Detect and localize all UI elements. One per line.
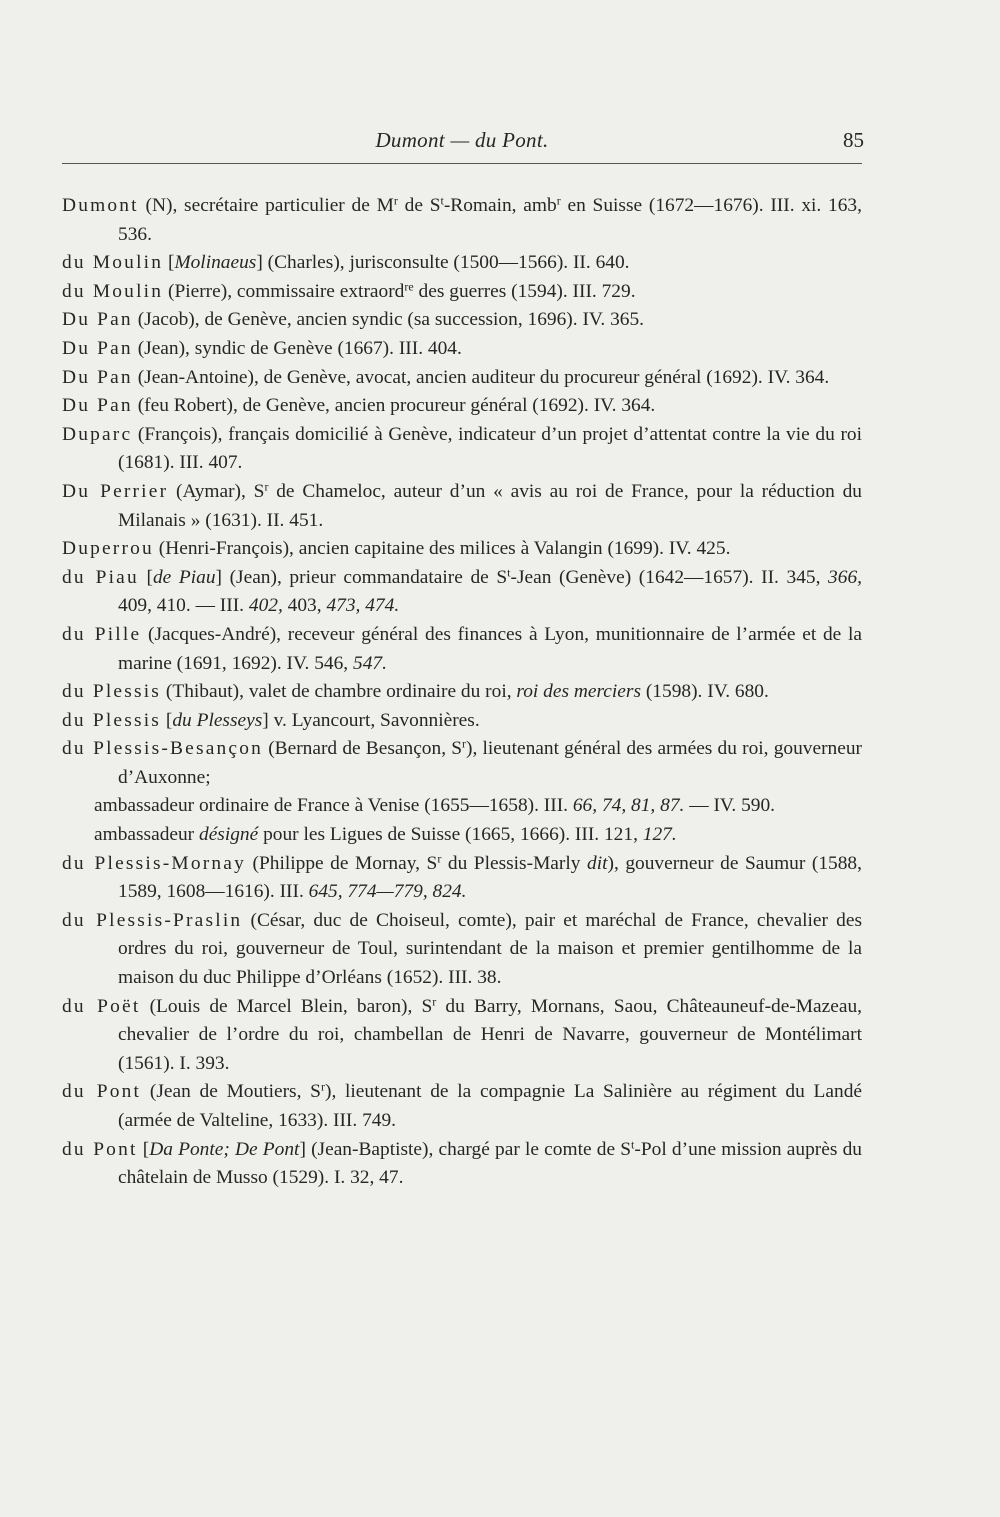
entry-name: Du Perrier — [62, 480, 169, 502]
index-entry: du Moulin (Pierre), commissaire extraord$^{re}$ des guerres (1594). III. 729. — [62, 279, 636, 302]
entry-name: Duparc — [62, 423, 133, 445]
entry-name: du Plessis-Praslin — [62, 909, 243, 931]
entry-name: Du Pan — [62, 337, 133, 359]
index-entry: Du Perrier (Aymar), $S^r$ de Chameloc, auteur d’un « avis au roi de France, pour la réduction du Milanais » (1631). II. 451. — [62, 479, 863, 531]
index-entry: Dumont (N), secrétaire particulier de $M^r$ de $S^t$-Romain, amb$^r$ en Suisse (1672—1676). III. xi. 163, 536. — [62, 193, 862, 245]
index-subentry: ambassadeur désigné pour les Ligues de Suisse (1665, 1666). III. 121, 127. — [94, 824, 677, 846]
entry-name: Dumont — [62, 195, 139, 216]
index-entry: du Pont [Da Ponte; De Pont] (Jean-Baptiste), chargé par le comte de $S^t$-Pol d’une mission auprès du châtelain de Musso (1529). I. 32, 47. — [62, 1136, 862, 1189]
index-entry: du Pont (Jean de Moutiers, $S^r$), lieutenant de la compagnie La Salinière au régiment du Landé (armée de Valteline, 1633). III. 749. — [62, 1079, 863, 1131]
running-title: Dumont — du Pont. — [375, 128, 549, 152]
index-entry: du Plessis-Mornay (Philippe de Mornay, $S^r$ du Plessis-Marly dit), gouverneur de Saumur (1588, 1589, 1608—1616). III. 645, 774—779, 824. — [62, 851, 862, 903]
running-head — [62, 128, 862, 158]
index-entries — [62, 192, 862, 1193]
entry-name: Duperrou — [62, 538, 154, 560]
header-rule — [62, 163, 862, 164]
entry-name: du Moulin — [62, 280, 164, 302]
index-entry: Du Pan (Jacob), de Genève, ancien syndic (sa succession, 1696). IV. 365. — [62, 309, 645, 331]
index-entry: du Plessis (Thibaut), valet de chambre ordinaire du roi, roi des merciers (1598). IV. 680. — [62, 681, 769, 703]
index-entry: Du Pan (Jean), syndic de Genève (1667). III. 404. — [62, 337, 462, 359]
entry-name: du Plessis-Besançon — [62, 738, 264, 760]
index-subentry: ambassadeur ordinaire de France à Venise (1655—1658). III. 66, 74, 81, 87. — IV. 590. — [94, 795, 776, 817]
entry-name: du Plessis — [62, 709, 162, 731]
index-entry: du Plessis-Besançon (Bernard de Besançon, $S^r$), lieutenant général des armées du roi, gouverneur d’Auxonne; — [62, 736, 862, 788]
index-entry: du Poët (Louis de Marcel Blein, baron), $S^r$ du Barry, Mornans, Saou, Châteauneuf-de-Mazeau, chevalier de l’ordre du roi, chambellan de Henri de Navarre, gouverneur de Montélimart (1561). I. 393. — [62, 994, 862, 1074]
entry-name: Du Pan — [62, 395, 133, 417]
index-entry: Duperrou (Henri-François), ancien capitaine des milices à Valangin (1699). IV. 425. — [62, 538, 731, 560]
entry-name: du Plessis — [62, 681, 162, 703]
entry-name: Du Pan — [62, 309, 133, 331]
entry-name: du Pont — [62, 1081, 142, 1103]
index-entry: du Pille (Jacques-André), receveur général des finances à Lyon, munitionnaire de l’armée et de la marine (1691, 1692). IV. 546, 547. — [62, 623, 862, 674]
page-number: 85 — [843, 128, 864, 152]
entry-name: du Piau — [62, 566, 139, 588]
entry-name: du Plessis-Mornay — [62, 852, 246, 874]
index-entry: Du Pan (feu Robert), de Genève, ancien procureur général (1692). IV. 364. — [62, 395, 656, 417]
entry-name: du Moulin — [62, 252, 164, 274]
index-entry: Duparc (François), français domicilié à Genève, indicateur d’un projet d’attentat contre la vie du roi (1681). III. 407. — [62, 423, 862, 474]
entry-name: du Poët — [62, 995, 141, 1017]
entry-name: Du Pan — [62, 366, 133, 388]
index-entry: du Plessis [du Plesseys] v. Lyancourt, Savonnières. — [62, 709, 480, 731]
index-entry: du Moulin [Molinaeus] (Charles), jurisconsulte (1500—1566). II. 640. — [62, 252, 630, 274]
index-entry: du Piau [de Piau] (Jean), prieur commandataire de $S^t$-Jean (Genève) (1642—1657). II. 345, 366, 409, 410. — III. 402, 403, 473, 474. — [62, 565, 862, 617]
entry-name: du Pille — [62, 623, 142, 645]
index-entry: du Plessis-Praslin (César, duc de Choiseul, comte), pair et maréchal de France, chevalier des ordres du roi, gouverneur de Toul, surintendant de la maison et premier gentilhomme de la maison du duc Philippe d’Orléans (1652). III. 38. — [62, 909, 862, 989]
entry-name: du Pont — [62, 1138, 138, 1160]
index-entry: Du Pan (Jean-Antoine), de Genève, avocat, ancien auditeur du procureur général (1692). IV. 364. — [62, 366, 830, 388]
